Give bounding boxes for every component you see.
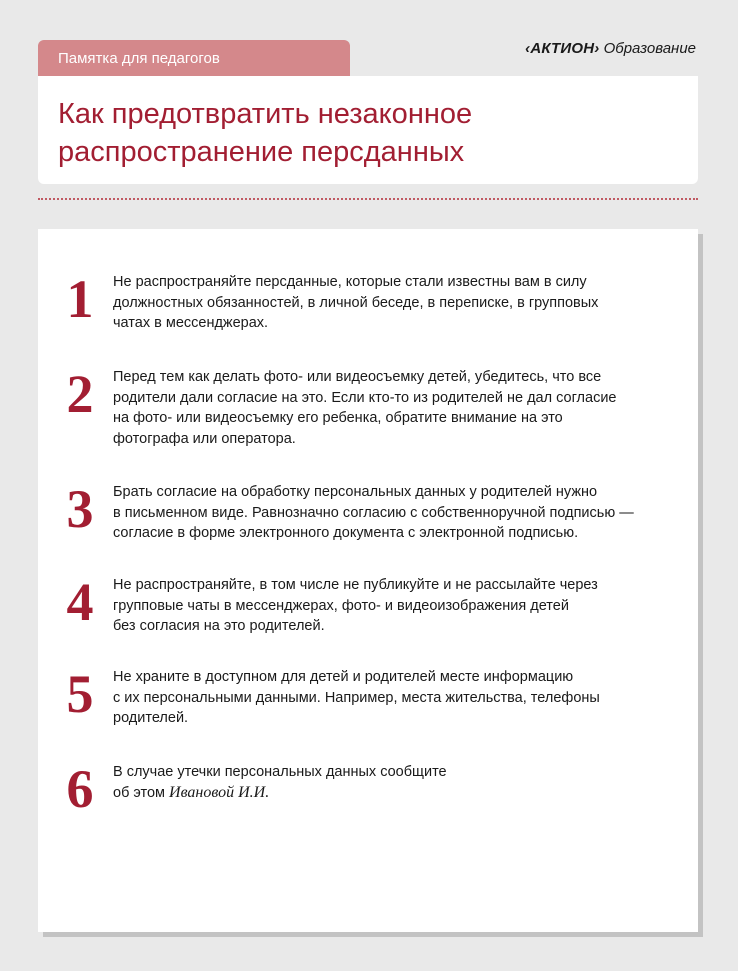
page-title-line-1: Как предотвратить незаконное [58, 98, 473, 130]
rule-text-line: на фото- или видеосъемку его ребенка, обратите внимание на это [113, 410, 563, 426]
dotted-divider [38, 198, 698, 200]
rule-number: 5 [66, 664, 94, 724]
brand-logo-mark: ‹АКТИОН› [525, 40, 600, 57]
rule-text-line: Брать согласие на обработку персональных данных у родителей нужно [113, 484, 598, 500]
rule-text-line: об этом [113, 784, 165, 801]
rule-text-line: В случае утечки персональных данных сообщите [113, 764, 447, 780]
brand-logo-subtitle: Образование [603, 40, 696, 57]
page-title-line-2: распространение персданных [58, 136, 465, 168]
rule-text-line: фотографа или оператора. [113, 430, 296, 447]
rule-text-line: Перед тем как делать фото- или видеосъемку детей, убедитесь, что все [113, 369, 602, 385]
rule-number: 1 [66, 269, 94, 329]
rule-text-line: Не распространяйте персданные, которые стали известны вам в силу [113, 274, 587, 290]
page-title [58, 95, 678, 171]
rule-text [113, 762, 673, 803]
rule-text-line: с их персональными данными. Например, места жительства, телефоны [113, 689, 600, 706]
memo-tag-label: Памятка для педагогов [58, 50, 220, 67]
rule-text-line: в письменном виде. Равнозначно согласию с собственноручной подписью — [113, 504, 634, 521]
rule-text-line: родителей. [113, 710, 189, 726]
rule-text [113, 575, 673, 637]
brand-logo [525, 40, 696, 57]
memo-tag [38, 40, 350, 76]
rule-number: 6 [66, 759, 94, 819]
header-card [38, 76, 698, 184]
rule-text-line: групповые чаты в мессенджерах, фото- и видеоизображения детей [113, 597, 569, 614]
rule-text-line: чатах в мессенджерах. [113, 315, 269, 331]
contact-person-name: Ивановой И.И. [169, 783, 270, 801]
rule-text [113, 272, 673, 334]
rule-number: 2 [66, 364, 94, 424]
rule-text-line: родители дали согласие на это. Если кто-то из родителей не дал согласие [113, 389, 617, 406]
rule-number: 3 [66, 479, 94, 539]
rules-card [38, 229, 698, 932]
rule-text [113, 667, 673, 729]
rule-text-line: Не распространяйте, в том числе не публикуйте и не рассылайте через [113, 577, 598, 593]
rule-number: 4 [66, 572, 94, 632]
rule-text [113, 367, 673, 449]
rule-text [113, 482, 673, 544]
rule-text-line: Не храните в доступном для детей и родителей месте информацию [113, 669, 574, 685]
rule-text-line: без согласия на это родителей. [113, 618, 325, 634]
rule-text-line: должностных обязанностей, в личной беседе, в переписке, в групповых [113, 294, 599, 311]
rule-text-line: согласие в форме электронного документа с электронной подписью. [113, 525, 579, 541]
